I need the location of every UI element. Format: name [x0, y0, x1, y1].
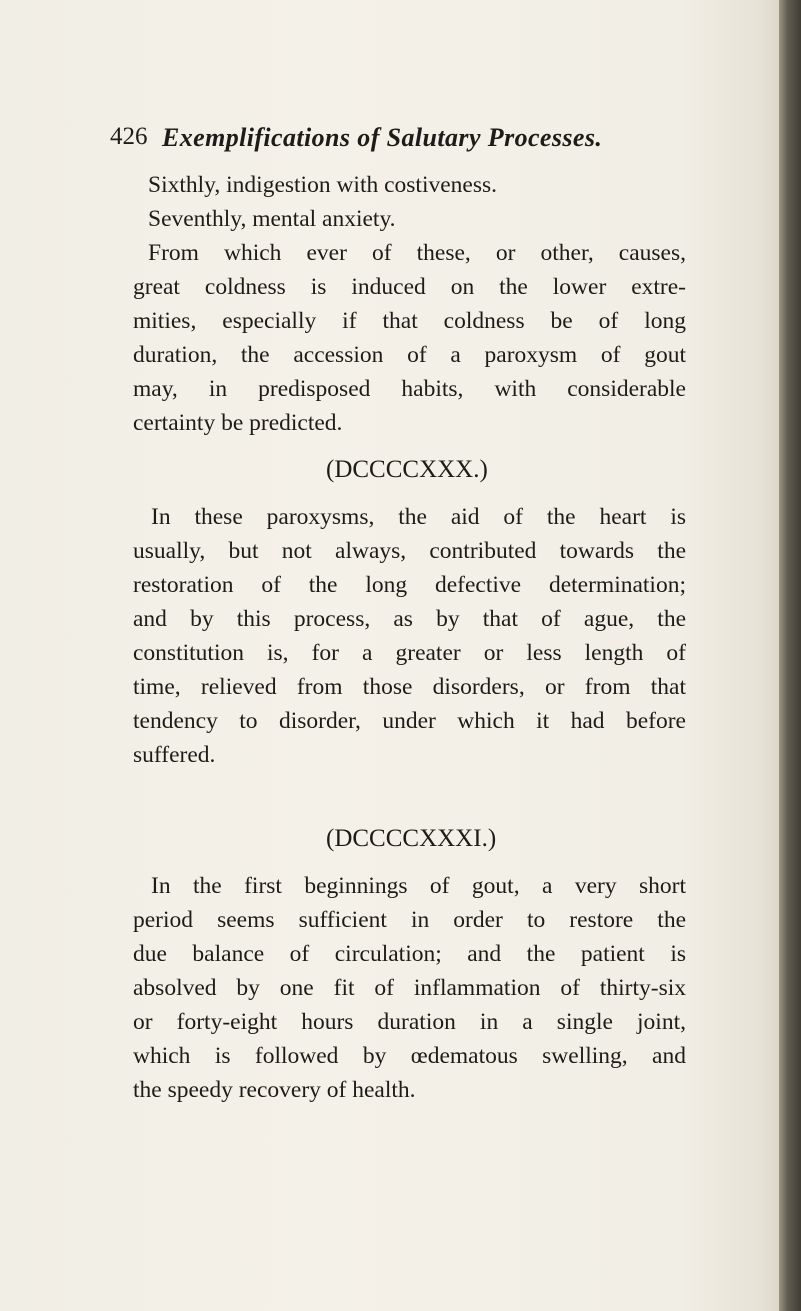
opening-block: [133, 168, 686, 440]
list-item-seventhly: Seventhly, mental anxiety.: [148, 206, 396, 232]
list-item-sixthly: Sixthly, indigestion with costiveness.: [148, 172, 498, 198]
section-heading-dccccxxxi: (DCCCCXXXI.): [326, 825, 497, 852]
paragraph-line: constitution is, for a greater or less length of: [133, 640, 686, 666]
paragraph-line: From which ever of these, or other, causes,: [148, 240, 686, 266]
paragraph-line: restoration of the long defective determination;: [133, 572, 686, 598]
section-heading-dccccxxx: (DCCCCXXX.): [326, 456, 488, 483]
paragraph-line: which is followed by œdematous swelling, and: [133, 1043, 686, 1069]
paragraph-line: due balance of circulation; and the patient is: [133, 941, 686, 967]
running-title: Exemplifications of Salutary Processes.: [162, 123, 603, 152]
paragraph-line: and by this process, as by that of ague, the: [133, 606, 686, 632]
paragraph-line: may, in predisposed habits, with considerable: [133, 376, 686, 402]
paragraph-line: absolved by one fit of inflammation of thirty-six: [133, 975, 686, 1001]
paragraph-line: duration, the accession of a paroxysm of gout: [133, 342, 686, 368]
paragraph-line: usually, but not always, contributed towards the: [133, 538, 686, 564]
paragraph-line: suffered.: [133, 742, 216, 768]
paragraph-line: mities, especially if that coldness be of long: [133, 308, 686, 334]
paragraph-line: In the first beginnings of gout, a very short: [151, 873, 686, 899]
paragraph-line: time, relieved from those disorders, or from that: [133, 674, 686, 700]
paragraph-line: In these paroxysms, the aid of the heart is: [151, 504, 686, 530]
paragraph-line: period seems sufficient in order to restore the: [133, 907, 686, 933]
paragraph-line: or forty-eight hours duration in a single joint,: [133, 1009, 686, 1035]
paragraph-line: the speedy recovery of health.: [133, 1077, 416, 1103]
section-dccccxxx-body: [133, 500, 686, 772]
page-number: 426: [110, 123, 148, 150]
section-dccccxxxi-body: [133, 869, 686, 1107]
paragraph-line: great coldness is induced on the lower extre-: [133, 274, 686, 300]
page-header: [110, 123, 670, 163]
paragraph-line: certainty be predicted.: [133, 410, 343, 436]
paragraph-line: tendency to disorder, under which it had before: [133, 708, 686, 734]
book-spine-edge: [779, 0, 801, 1311]
